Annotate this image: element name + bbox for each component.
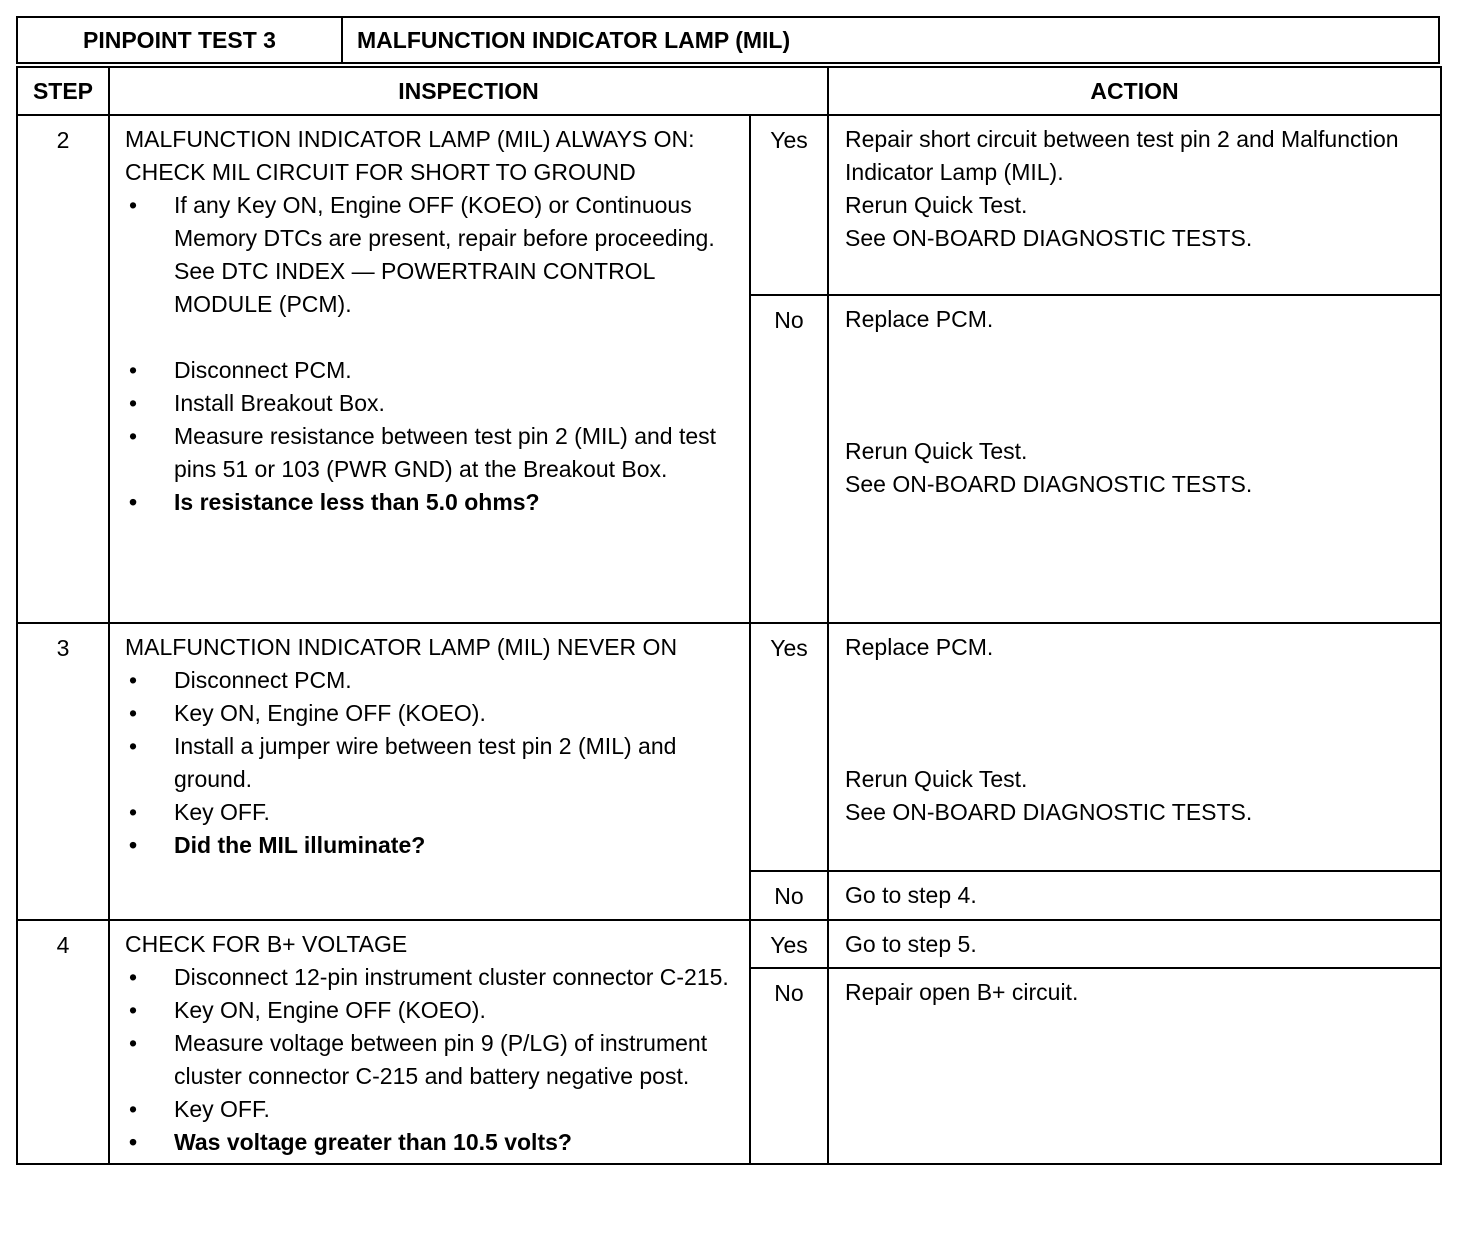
- col-header-step: STEP: [17, 67, 109, 115]
- step-title: MALFUNCTION INDICATOR LAMP (MIL) ALWAYS ON: CHECK MIL CIRCUIT FOR SHORT TO GROUND: [125, 126, 695, 185]
- bullet-item: • Disconnect PCM.: [125, 664, 737, 697]
- action-line: Replace PCM.: [845, 306, 994, 332]
- yes-action-cell: [828, 920, 1441, 968]
- bullet-item: • Disconnect PCM.: [125, 354, 737, 387]
- bullet-item: • Key OFF.: [125, 796, 737, 829]
- action-line: See ON-BOARD DIAGNOSTIC TESTS.: [845, 225, 1253, 251]
- action-line: Rerun Quick Test.: [845, 192, 1028, 218]
- no-label: No: [750, 871, 828, 920]
- step-title: CHECK FOR B+ VOLTAGE: [125, 931, 408, 957]
- bullet-list: [125, 961, 737, 1159]
- bullet-list: [125, 664, 737, 862]
- inspection-cell: [109, 623, 750, 920]
- pinpoint-test-table: [16, 66, 1442, 1165]
- bullet-item: • Key ON, Engine OFF (KOEO).: [125, 697, 737, 730]
- inspection-cell: [109, 920, 750, 1164]
- bullet-question: • Is resistance less than 5.0 ohms?: [125, 486, 737, 519]
- no-action-cell: [828, 968, 1441, 1164]
- action-line: Replace PCM.: [845, 634, 994, 660]
- bullet-question: • Was voltage greater than 10.5 volts?: [125, 1126, 737, 1159]
- yes-label: Yes: [750, 920, 828, 968]
- bullet-item: • Measure resistance between test pin 2 (MIL) and test pins 51 or 103 (PWR GND) at the Breakout Box.: [125, 420, 737, 486]
- bullet-question: • Did the MIL illuminate?: [125, 829, 737, 862]
- bullet-item: • Key ON, Engine OFF (KOEO).: [125, 994, 737, 1027]
- no-action-cell: [828, 295, 1441, 623]
- action-line: Go to step 4.: [845, 882, 977, 908]
- action-line: Rerun Quick Test.: [845, 438, 1028, 464]
- col-header-inspection: INSPECTION: [109, 67, 828, 115]
- no-label: No: [750, 968, 828, 1164]
- action-line: Go to step 5.: [845, 931, 977, 957]
- yes-label: Yes: [750, 115, 828, 295]
- inspection-cell: [109, 115, 750, 623]
- bullet-item: • Measure voltage between pin 9 (P/LG) of instrument cluster connector C-215 and battery negative post.: [125, 1027, 737, 1093]
- column-header-row: [17, 67, 1441, 115]
- action-line: Repair short circuit between test pin 2 and Malfunction Indicator Lamp (MIL).: [845, 126, 1399, 185]
- bullet-list: [125, 189, 737, 519]
- step-number: 2: [17, 115, 109, 623]
- bullet-item: • If any Key ON, Engine OFF (KOEO) or Continuous Memory DTCs are present, repair before proceeding. See DTC INDEX — POWERTRAIN CONTROL MODULE (PCM).: [125, 189, 737, 321]
- col-header-action: ACTION: [828, 67, 1441, 115]
- yes-action-cell: [828, 115, 1441, 295]
- test-id: PINPOINT TEST 3: [18, 18, 343, 62]
- no-label: No: [750, 295, 828, 623]
- action-line: Repair open B+ circuit.: [845, 979, 1079, 1005]
- table-row: [17, 920, 1441, 968]
- step-number: 3: [17, 623, 109, 920]
- action-line: Rerun Quick Test.: [845, 766, 1028, 792]
- bullet-item: • Key OFF.: [125, 1093, 737, 1126]
- action-line: See ON-BOARD DIAGNOSTIC TESTS.: [845, 799, 1253, 825]
- action-line: See ON-BOARD DIAGNOSTIC TESTS.: [845, 471, 1253, 497]
- step-title: MALFUNCTION INDICATOR LAMP (MIL) NEVER ON: [125, 634, 678, 660]
- test-title: MALFUNCTION INDICATOR LAMP (MIL): [357, 27, 791, 53]
- bullet-item: • Install Breakout Box.: [125, 387, 737, 420]
- bullet-item: • Install a jumper wire between test pin 2 (MIL) and ground.: [125, 730, 737, 796]
- yes-label: Yes: [750, 623, 828, 871]
- no-action-cell: [828, 871, 1441, 920]
- bullet-item: • Disconnect 12-pin instrument cluster connector C-215.: [125, 961, 737, 994]
- table-row: [17, 623, 1441, 871]
- test-header: [16, 16, 1440, 64]
- table-row: [17, 115, 1441, 295]
- step-number: 4: [17, 920, 109, 1164]
- bullet-note: See DTC INDEX — POWERTRAIN CONTROL MODULE (PCM).: [174, 258, 655, 317]
- yes-action-cell: [828, 623, 1441, 871]
